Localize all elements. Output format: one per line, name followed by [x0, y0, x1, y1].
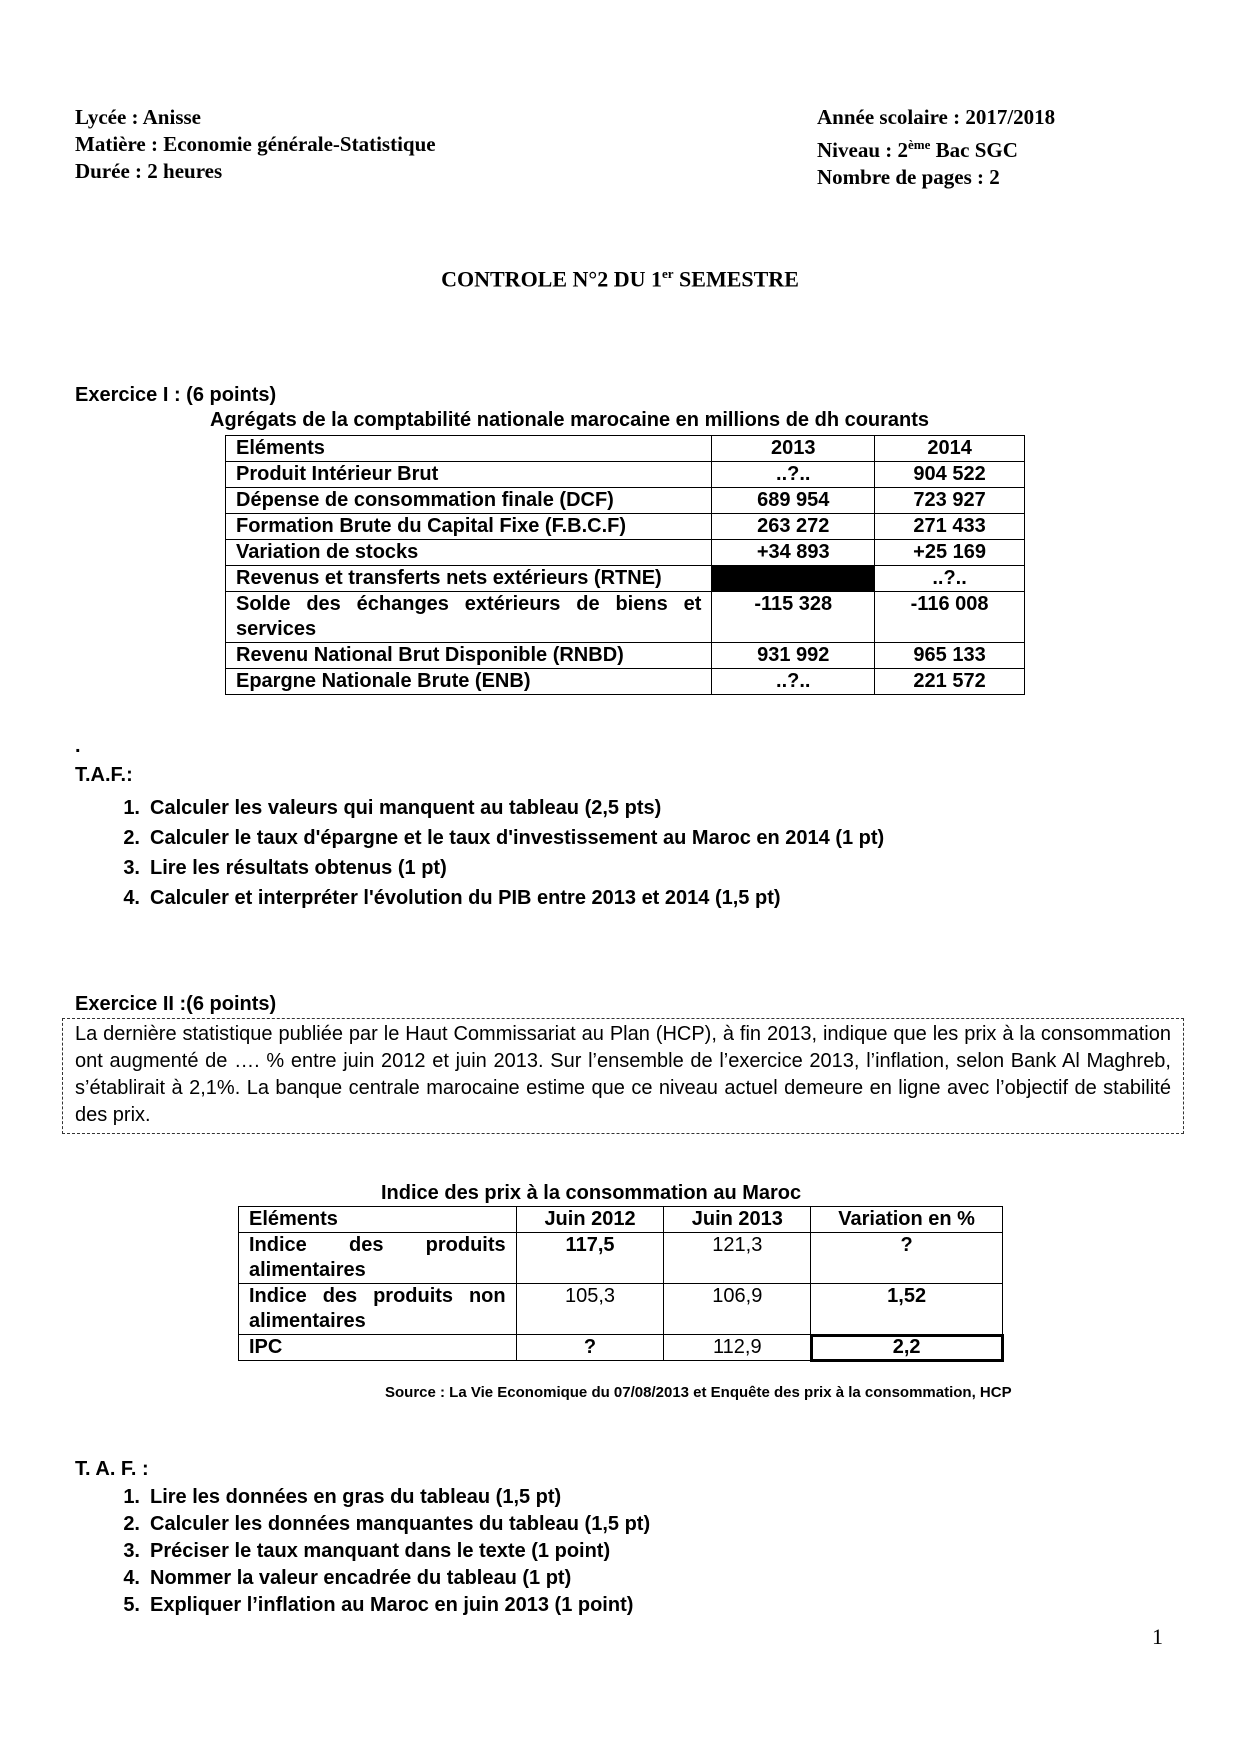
- header-cell: Juin 2012: [516, 1207, 664, 1233]
- exercise-2-heading: Exercice II :(6 points): [75, 993, 277, 1015]
- task-item: 4. Nommer la valeur encadrée du tableau (1 pt): [123, 1567, 572, 1589]
- task-item: 1. Calculer les valeurs qui manquent au tableau (2,5 pts): [123, 797, 662, 819]
- level: Niveau : 2ème Bac SGC: [817, 137, 1018, 162]
- cell-value: ..?..: [712, 669, 875, 695]
- cell-value: 105,3: [516, 1284, 664, 1335]
- task-item: 4. Calculer et interpréter l'évolution du PIB entre 2013 et 2014 (1,5 pt): [123, 887, 781, 909]
- table-row: [239, 1335, 1003, 1361]
- row-label: Revenus et transferts nets extérieurs (RTNE): [226, 566, 712, 592]
- header-left: [75, 104, 436, 185]
- cell-value: 112,9: [664, 1335, 811, 1361]
- row-label: Indice des produits non alimentaires: [239, 1284, 517, 1335]
- exercise-2-taf-label: T. A. F. :: [75, 1458, 149, 1480]
- table-row: [226, 540, 1025, 566]
- cell-value: 106,9: [664, 1284, 811, 1335]
- cell-value: 931 992: [712, 643, 875, 669]
- row-label: Solde des échanges extérieurs de biens et services: [226, 592, 712, 643]
- row-label: Formation Brute du Capital Fixe (F.B.C.F): [226, 514, 712, 540]
- row-label: Indice des produits alimentaires: [239, 1233, 517, 1284]
- header-cell: Eléments: [226, 436, 712, 462]
- exercise-2-table-caption: Indice des prix à la consommation au Maroc: [381, 1182, 802, 1204]
- table-source: Source : La Vie Economique du 07/08/2013 et Enquête des prix à la consommation, HCP: [385, 1384, 1012, 1401]
- exercise-1-table-caption: Agrégats de la comptabilité nationale marocaine en millions de dh courants: [210, 409, 930, 431]
- header-cell: Variation en %: [811, 1207, 1003, 1233]
- cell-value: 689 954: [712, 488, 875, 514]
- task-item: 2. Calculer le taux d'épargne et le taux d'investissement au Maroc en 2014 (1 pt): [123, 827, 885, 849]
- page-title: CONTROLE N°2 DU 1er SEMESTRE: [441, 266, 799, 292]
- header-cell: 2014: [875, 436, 1025, 462]
- header-cell: Eléments: [239, 1207, 517, 1233]
- boxed-value-cell: 2,2: [811, 1335, 1003, 1361]
- header-cell: 2013: [712, 436, 875, 462]
- cell-value: 723 927: [875, 488, 1025, 514]
- cell-value: +25 169: [875, 540, 1025, 566]
- cell-value: 263 272: [712, 514, 875, 540]
- blacked-out-cell: [712, 566, 875, 592]
- cell-value: 965 133: [875, 643, 1025, 669]
- row-label: Produit Intérieur Brut: [226, 462, 712, 488]
- table-row: [239, 1284, 1003, 1335]
- task-item: 3. Préciser le taux manquant dans le texte (1 point): [123, 1540, 611, 1562]
- cell-value: 121,3: [664, 1233, 811, 1284]
- row-label: Epargne Nationale Brute (ENB): [226, 669, 712, 695]
- page-number: 1: [1152, 1624, 1163, 1649]
- exercise-1-heading: Exercice I : (6 points): [75, 384, 277, 406]
- cell-value: 271 433: [875, 514, 1025, 540]
- table-row: [226, 592, 1025, 643]
- exercise-1-task-list: [110, 793, 884, 913]
- cell-value: -115 328: [712, 592, 875, 643]
- table-row: [226, 462, 1025, 488]
- exercise-2-task-list: [110, 1484, 650, 1619]
- task-item: 2. Calculer les données manquantes du tableau (1,5 pt): [123, 1513, 651, 1535]
- stray-dot: .: [75, 735, 81, 757]
- school-year: Année scolaire : 2017/2018: [817, 105, 1056, 129]
- cell-value: 904 522: [875, 462, 1025, 488]
- cell-value: ..?..: [875, 566, 1025, 592]
- cell-value: -116 008: [875, 592, 1025, 643]
- table-header-row: [226, 436, 1025, 462]
- table-header-row: [239, 1207, 1003, 1233]
- subject: Matière : Economie générale-Statistique: [75, 132, 436, 156]
- cell-value: +34 893: [712, 540, 875, 566]
- price-index-table: [238, 1206, 1003, 1361]
- cell-value: ?: [516, 1335, 664, 1361]
- page-count: Nombre de pages : 2: [817, 165, 1000, 189]
- row-label: Revenu National Brut Disponible (RNBD): [226, 643, 712, 669]
- exercise-1-taf-label: T.A.F.:: [75, 764, 133, 786]
- header-cell: Juin 2013: [664, 1207, 811, 1233]
- cell-value: 1,52: [811, 1284, 1003, 1335]
- cell-value: ..?..: [712, 462, 875, 488]
- aggregates-table: [225, 435, 1025, 695]
- cell-value: ?: [811, 1233, 1003, 1284]
- task-item: 1. Lire les données en gras du tableau (1,5 pt): [123, 1486, 562, 1508]
- table-row: [239, 1233, 1003, 1284]
- header-right: [817, 104, 1055, 191]
- exercise-2-text-box: La dernière statistique publiée par le Haut Commissariat au Plan (HCP), à fin 2013, indique que les prix à la consommation ont augmenté de …. % entre juin 2012 et juin 2013. Sur l’ensemble de l’exercice 2013, l’inflation, selon Bank Al Maghreb, s’établirait à 2,1%. La banque centrale marocaine estime que ce niveau actuel demeure en ligne avec l’objectif de stabilité des prix.: [62, 1018, 1184, 1134]
- row-label: Variation de stocks: [226, 540, 712, 566]
- task-item: 3. Lire les résultats obtenus (1 pt): [123, 857, 447, 879]
- row-label: Dépense de consommation finale (DCF): [226, 488, 712, 514]
- cell-value: 221 572: [875, 669, 1025, 695]
- table-row: [226, 669, 1025, 695]
- duration: Durée : 2 heures: [75, 159, 223, 183]
- table-row: [226, 514, 1025, 540]
- table-row: [226, 643, 1025, 669]
- school-name: Lycée : Anisse: [75, 105, 201, 129]
- cell-value: 117,5: [516, 1233, 664, 1284]
- task-item: 5. Expliquer l’inflation au Maroc en juin 2013 (1 point): [123, 1594, 634, 1616]
- table-row: [226, 566, 1025, 592]
- row-label: IPC: [239, 1335, 517, 1361]
- table-row: [226, 488, 1025, 514]
